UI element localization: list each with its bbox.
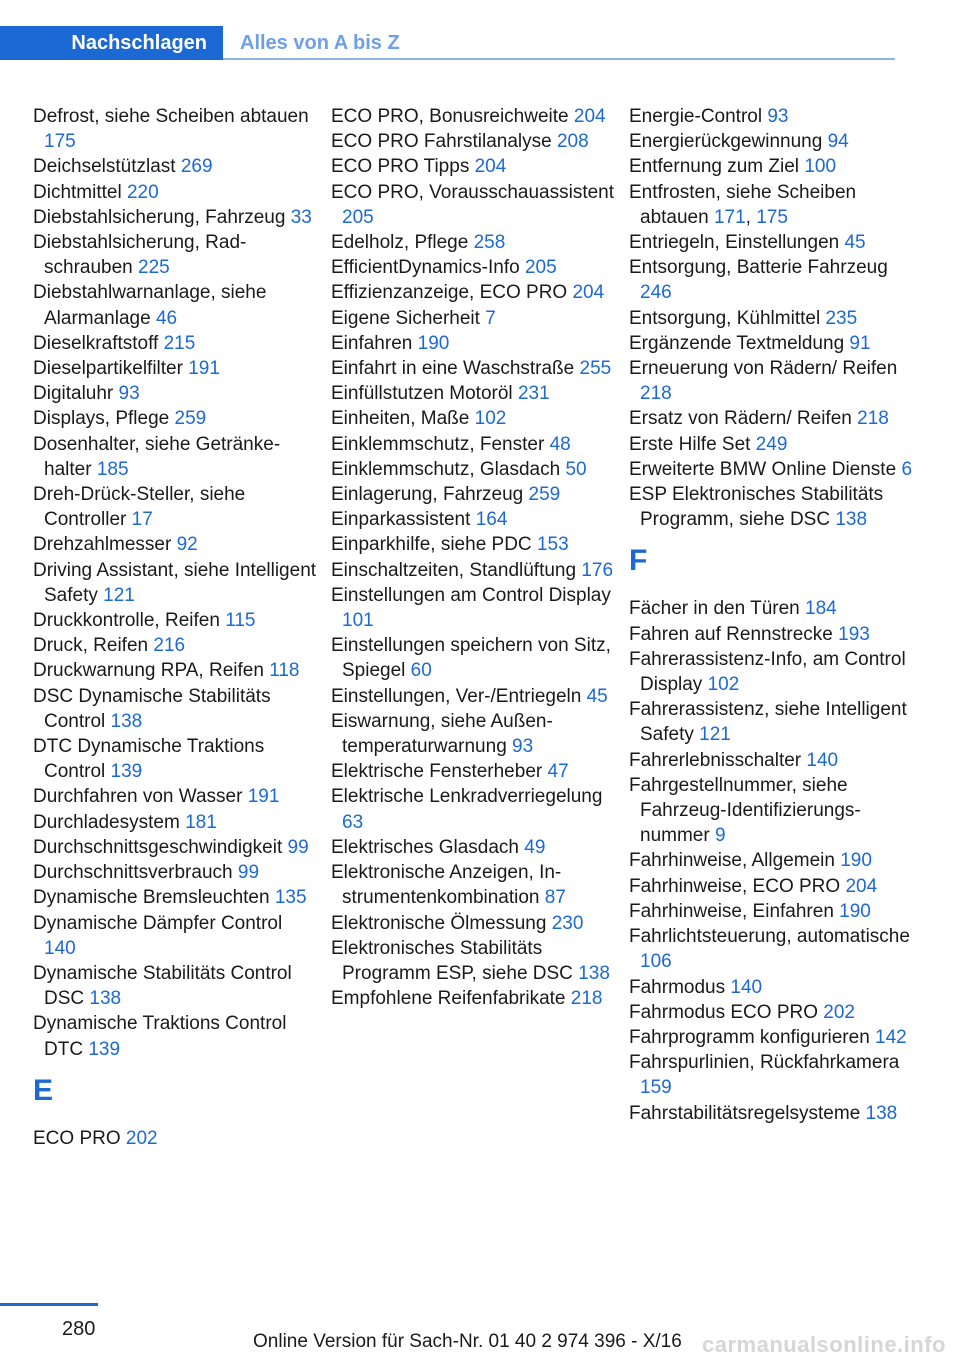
index-page-link[interactable]: 121 (103, 584, 135, 606)
index-entry-term: Dynamische Dämpfer Control (33, 912, 283, 934)
index-entry-term: Druck, Reifen (33, 635, 149, 657)
index-page-link[interactable]: 142 (875, 1026, 907, 1048)
index-entry-term: Fahrspurlinien, Rückfahrkamera (629, 1052, 900, 1074)
index-page-link[interactable]: 115 (225, 610, 256, 632)
index-entry (629, 230, 914, 255)
index-entry (331, 911, 616, 936)
index-page-link[interactable]: 138 (865, 1102, 898, 1124)
index-entry (331, 129, 616, 154)
index-page-link[interactable]: 140 (44, 937, 76, 959)
index-letter-heading: F (629, 544, 648, 578)
index-entry-term: Eigene Sicherheit (331, 307, 480, 329)
index-entry (331, 684, 616, 709)
index-entry-term: Drehzahlmesser (33, 534, 172, 556)
index-entry (33, 784, 318, 809)
index-page-link[interactable]: 99 (287, 836, 309, 858)
index-entry-term: ECO PRO Fahrstilanalyse (331, 131, 552, 153)
index-page-link[interactable]: 138 (89, 988, 122, 1010)
index-entry (331, 860, 616, 910)
index-page-link[interactable]: 101 (342, 610, 374, 632)
index-entry (331, 154, 616, 179)
index-entry-term: Ersatz von Rädern/ Reifen (629, 408, 852, 430)
index-entry (33, 532, 318, 557)
index-entry (33, 810, 318, 835)
index-entry-term: Durchfahren von Wasser (33, 786, 243, 808)
index-entry (629, 482, 914, 532)
index-page-link[interactable]: 176 (581, 559, 614, 581)
index-page-link[interactable]: 230 (551, 912, 584, 934)
index-entry-term: DSC Dynamische Stabilitäts Control (33, 685, 271, 732)
index-page-link[interactable]: 202 (125, 1127, 158, 1149)
index-page-link[interactable]: 93 (767, 106, 789, 127)
index-entry-term: ECO PRO, Bonusreichweite (331, 106, 569, 127)
index-entry (33, 1011, 318, 1061)
index-page-link[interactable]: 46 (155, 307, 178, 329)
index-entry-term: Fahrerlebnisschalter (629, 749, 802, 771)
index-page-link[interactable]: 106 (640, 951, 672, 973)
index-entry (331, 532, 616, 557)
index-entry-term: Deichselstützlast (33, 156, 176, 178)
index-page-link[interactable]: 159 (640, 1077, 672, 1099)
index-page-link[interactable]: 249 (755, 433, 788, 455)
index-entry (331, 432, 616, 457)
index-entry (629, 647, 914, 697)
header-rule (223, 58, 895, 60)
index-entry-term: Elektrische Lenkradverriegelung (331, 786, 603, 808)
index-entry (629, 356, 914, 406)
index-entry-term: Durchladesystem (33, 811, 180, 833)
index-page-link[interactable]: 181 (185, 811, 217, 833)
index-entry-term: DTC Dynamische Traktions Control (33, 736, 265, 783)
index-entry (33, 885, 318, 910)
index-page-link[interactable]: 17 (131, 509, 153, 531)
index-page-link[interactable]: 171 (713, 206, 746, 228)
index-entry-term: Einparkhilfe, siehe PDC (331, 534, 532, 556)
index-entry (629, 697, 914, 747)
index-entry (33, 860, 318, 885)
index-entry (629, 331, 914, 356)
index-entry-term: Elektronische Anzeigen, Instrumentenkombination (331, 862, 562, 909)
index-entry-term: ESP Elektronisches Stabilitäts Programm, siehe DSC (629, 484, 884, 531)
index-page-link[interactable]: 99 (237, 862, 260, 884)
index-entry-term: Diebstahlwarnanlage, siehe Alarmanlage (33, 282, 267, 329)
index-page-link[interactable]: 225 (138, 257, 170, 279)
index-entry-term: Entfrosten, siehe Scheiben abtauen (629, 181, 857, 228)
index-entry (33, 482, 318, 532)
index-entry-term: Einparkassistent (331, 509, 471, 531)
index-entry-term: Fahrprogramm konfigurieren (629, 1026, 870, 1048)
index-entry-term: Defrost, siehe Scheiben abtauen (33, 106, 309, 127)
index-entry-term: Durchschnittsgeschwindigkeit (33, 836, 283, 858)
index-page-link[interactable]: 33 (290, 206, 312, 228)
index-page-link[interactable]: 235 (825, 307, 858, 329)
index-page-link[interactable]: 202 (823, 1001, 855, 1023)
index-page-link[interactable]: 45 (586, 685, 608, 707)
index-page-link[interactable]: 9 (714, 825, 726, 847)
index-entry (33, 356, 318, 381)
index-page-link[interactable]: 191 (247, 786, 280, 808)
index-entry (629, 622, 914, 647)
index-entry (331, 280, 616, 305)
index-page-link[interactable]: 93 (118, 383, 140, 405)
index-entry-term: Erneuerung von Rädern/ Reifen (629, 358, 898, 380)
index-entry (331, 406, 616, 431)
index-page-link[interactable]: 92 (176, 534, 198, 556)
index-entry-term: Entfernung zum Ziel (629, 156, 800, 178)
index-entry (331, 180, 616, 230)
index-page-link[interactable]: 50 (565, 458, 587, 480)
index-entry (331, 230, 616, 255)
index-page-link[interactable]: 208 (556, 131, 589, 153)
index-page-link[interactable]: 191 (188, 358, 220, 380)
index-entry-term: ECO PRO, Vorausschauassistent (331, 181, 615, 203)
index-entry (629, 924, 914, 974)
index-page-link[interactable]: 135 (274, 887, 307, 909)
index-page-link[interactable]: 204 (573, 106, 606, 127)
index-entry-term: Energie-Control (629, 106, 763, 127)
index-entry (331, 381, 616, 406)
index-entry (331, 583, 616, 633)
index-page-link[interactable]: 87 (544, 887, 566, 909)
index-entry-term: Einfüllstutzen Motoröl (331, 383, 513, 405)
index-entry-term: Displays, Pflege (33, 408, 170, 430)
watermark: carmanualsonline.info (702, 1332, 946, 1357)
index-entry (331, 482, 616, 507)
index-page-link[interactable]: 218 (570, 988, 603, 1010)
index-entry (629, 773, 914, 849)
index-entry (629, 874, 914, 899)
index-page-link[interactable]: 190 (417, 332, 450, 354)
index-entry-term: Dreh-Drück-Steller, siehe Controller (33, 484, 246, 531)
index-entry (331, 784, 616, 834)
index-entry-term: Driving Assistant, siehe Intelligent Safety (33, 559, 317, 606)
index-page-link[interactable]: 93 (512, 736, 534, 758)
index-entry-term: Dieselpartikelfilter (33, 358, 183, 380)
index-entry-term: Elektronische Ölmessung (331, 912, 547, 934)
index-page-link[interactable]: 220 (126, 181, 159, 203)
index-page-link[interactable]: 138 (110, 710, 143, 732)
index-entry (629, 457, 914, 482)
index-page-link[interactable]: 190 (840, 850, 872, 872)
index-entry (331, 331, 616, 356)
index-entry-term: Einfahrt in eine Waschstraße (331, 358, 575, 380)
index-entry (33, 1126, 318, 1151)
index-entry-term: Fahrmodus ECO PRO (629, 1001, 818, 1023)
index-entry (33, 658, 318, 683)
index-entry (629, 1000, 914, 1025)
index-page-link[interactable]: 218 (640, 383, 672, 405)
index-entry (331, 356, 616, 381)
index-entry (33, 608, 318, 633)
index-page-link[interactable]: 246 (640, 282, 672, 304)
index-page-link[interactable]: 47 (547, 761, 569, 783)
index-entry-term: Fahrerassistenz-Info, am Control Display (629, 648, 906, 696)
index-page-link[interactable]: 63 (342, 811, 364, 833)
page-header (0, 26, 895, 62)
index-entry-term: Fahrgestellnummer, siehe Fahrzeug-Identifizierungsnummer (629, 774, 861, 847)
index-entry-term: Durchschnittsverbrauch (33, 862, 233, 884)
index-page-link[interactable]: 185 (96, 458, 129, 480)
index-entry (33, 154, 318, 179)
index-page-link[interactable]: 100 (804, 156, 837, 178)
index-entry-term: Diebstahlsicherung, Fahrzeug (33, 206, 286, 228)
index-entry-term: Diebstahlsicherung, Radschrauben (33, 232, 247, 279)
index-page-link[interactable]: 102 (474, 408, 507, 430)
index-page-link[interactable]: 218 (857, 408, 889, 430)
index-entry-term: Einlagerung, Fahrzeug (331, 484, 524, 506)
index-page-link[interactable]: 205 (524, 257, 557, 279)
index-entry (629, 899, 914, 924)
index-page-link[interactable]: 164 (475, 509, 508, 531)
index-entry-term: Entsorgung, Kühlmittel (629, 307, 821, 329)
index-entry (629, 306, 914, 331)
index-entry (331, 558, 616, 583)
index-page-link[interactable]: 138 (578, 962, 610, 984)
index-entry (629, 748, 914, 773)
index-entry (629, 255, 914, 305)
index-page-link[interactable]: 140 (730, 976, 763, 998)
index-entry-term: Fächer in den Türen (629, 598, 800, 620)
index-page-link[interactable]: 255 (579, 358, 612, 380)
index-page-link[interactable]: 102 (707, 674, 740, 696)
index-entry-term: Dynamische Stabilitäts Control DSC (33, 962, 292, 1010)
index-entry-term: Fahrlichtsteuerung, automatische (629, 926, 910, 948)
page-number: 280 (62, 1318, 96, 1340)
index-page-link[interactable]: 94 (827, 131, 849, 153)
index-entry-term: Dynamische Traktions Control DTC (33, 1013, 287, 1060)
index-entry-term: Dichtmittel (33, 181, 122, 203)
index-column-3 (629, 104, 914, 1126)
index-entry (33, 558, 318, 608)
index-entry-term: ECO PRO (33, 1127, 121, 1149)
index-page-link[interactable]: 190 (839, 900, 871, 922)
index-entry-term: Einklemmschutz, Fenster (331, 433, 545, 455)
index-entry-term: Entsorgung, Batterie Fahrzeug (629, 257, 888, 279)
index-entry (33, 684, 318, 734)
index-entry-term: Elektrisches Glasdach (331, 836, 519, 858)
index-entry-term: Einstellungen speichern von Sitz, Spiegel (331, 635, 611, 682)
index-page-link[interactable]: 204 (474, 156, 507, 178)
index-page-link[interactable]: 175 (44, 131, 76, 153)
index-page-link[interactable]: 204 (572, 282, 605, 304)
index-entry-term: Fahrhinweise, Allgemein (629, 850, 835, 872)
index-entry (331, 709, 616, 759)
index-entry-term: Entriegeln, Einstellungen (629, 232, 840, 254)
index-page-link[interactable]: 259 (528, 484, 561, 506)
index-entry (331, 633, 616, 683)
index-entry (331, 507, 616, 532)
index-entry (629, 975, 914, 1000)
index-entry-term: Dynamische Bremsleuchten (33, 887, 270, 909)
index-page-link[interactable]: 60 (410, 660, 432, 682)
index-entry-term: ECO PRO Tipps (331, 156, 470, 178)
index-entry (331, 306, 616, 331)
index-entry-term: Eiswarnung, siehe Außentemperaturwarnung (331, 710, 553, 758)
index-entry (33, 432, 318, 482)
index-entry (33, 734, 318, 784)
index-entry (33, 180, 318, 205)
index-page-link[interactable]: 91 (849, 332, 871, 354)
index-page-link[interactable]: 269 (180, 156, 213, 178)
index-entry (629, 848, 914, 873)
index-entry-term: Einstellungen am Control Display (331, 584, 611, 606)
index-entry-term: Fahrerassistenz, siehe Intelligent Safety (629, 699, 907, 746)
index-entry-term: Einstellungen, Ver-/Entriegeln (331, 685, 582, 707)
index-entry (331, 986, 616, 1011)
index-entry (331, 457, 616, 482)
index-entry (629, 1101, 914, 1126)
index-page-link[interactable]: 193 (838, 623, 870, 645)
index-entry-term: Fahrmodus (629, 976, 726, 998)
index-entry-term: Erste Hilfe Set (629, 433, 751, 455)
index-entry-term: Einklemmschutz, Glasdach (331, 458, 561, 480)
index-entry (629, 104, 914, 129)
index-page-link[interactable]: 138 (835, 509, 868, 531)
index-page-link[interactable]: 121 (699, 724, 731, 746)
index-column-1 (33, 104, 318, 1151)
index-entry (331, 936, 616, 986)
index-entry-term: Digitaluhr (33, 383, 114, 405)
index-entry-term: Dosenhalter, siehe Getränkehalter (33, 433, 281, 480)
index-page-link[interactable]: 6 (901, 458, 913, 480)
index-entry-term: Effizienzanzeige, ECO PRO (331, 282, 568, 304)
index-entry (629, 1025, 914, 1050)
index-entry (33, 961, 318, 1011)
index-entry (33, 230, 318, 280)
index-entry (629, 129, 914, 154)
index-entry-term: Fahrstabilitätsregelsysteme (629, 1102, 861, 1124)
index-page-link[interactable]: 48 (549, 433, 571, 455)
tab-nachschlagen[interactable]: Nachschlagen (0, 26, 223, 60)
index-page-link[interactable]: 215 (163, 332, 196, 354)
index-entry-term: Erweiterte BMW Online Dienste (629, 458, 897, 480)
index-entry-term: Fahrhinweise, Einfahren (629, 900, 834, 922)
index-entry (629, 596, 914, 621)
index-column-2 (331, 104, 616, 1011)
index-page-link[interactable]: 258 (473, 232, 506, 254)
index-page-link[interactable]: 139 (110, 761, 143, 783)
index-entry-term: Einheiten, Maße (331, 408, 470, 430)
index-page-link[interactable]: 118 (269, 660, 300, 682)
index-entry (33, 835, 318, 860)
index-entry (33, 633, 318, 658)
index-entry (33, 280, 318, 330)
index-entry (331, 104, 616, 129)
index-entry-term: Einschaltzeiten, Standlüftung (331, 559, 577, 581)
index-page-link[interactable]: 153 (536, 534, 569, 556)
index-entry (33, 406, 318, 431)
footer-rule (0, 1303, 98, 1306)
index-entry (33, 331, 318, 356)
index-entry (33, 104, 318, 154)
index-page-link[interactable]: 175 (756, 206, 788, 228)
index-entry (629, 1050, 914, 1100)
index-page-link[interactable]: 184 (805, 598, 837, 620)
index-page-link[interactable]: 205 (342, 206, 374, 228)
index-entry (33, 911, 318, 961)
index-entry-term: Fahren auf Rennstrecke (629, 623, 833, 645)
index-entry-term: Einfahren (331, 332, 413, 354)
index-letter-heading: E (33, 1073, 54, 1107)
index-entry-term: EfficientDynamics-Info (331, 257, 520, 279)
index-entry (331, 255, 616, 280)
index-page-link[interactable]: 49 (524, 836, 546, 858)
index-page-link[interactable]: 231 (517, 383, 550, 405)
index-entry: Entfrosten, siehe Scheiben abtauen 171, 175 (629, 181, 857, 228)
tab-alles-von-a-bis-z[interactable]: Alles von A bis Z (240, 31, 400, 54)
index-entry (629, 154, 914, 179)
index-page-link[interactable]: 140 (806, 749, 839, 771)
index-entry-term: Druckwarnung RPA, Reifen (33, 660, 264, 682)
index-page-link[interactable]: 216 (153, 635, 186, 657)
index-entry-term: Elektrische Fensterheber (331, 761, 543, 783)
index-entry (629, 406, 914, 431)
index-page-link[interactable]: 139 (88, 1038, 121, 1060)
index-entry (331, 759, 616, 784)
footer-version-text: Online Version für Sach-Nr. 01 40 2 974 396 - X/16 (253, 1331, 682, 1352)
index-entry-term: Druckkontrolle, Reifen (33, 610, 220, 632)
index-page-link[interactable]: 259 (174, 408, 207, 430)
index-entry-term: Fahrhinweise, ECO PRO (629, 875, 841, 897)
index-entry-term: Elektronisches Stabilitäts Programm ESP, siehe DSC (331, 937, 573, 984)
index-page-link[interactable]: 7 (485, 307, 496, 329)
index-page-link[interactable]: 204 (845, 875, 878, 897)
index-entry-term: Dieselkraftstoff (33, 332, 159, 354)
index-page-link[interactable]: 45 (844, 232, 866, 254)
index-entry-term: Empfohlene Reifenfabrikate (331, 988, 566, 1010)
index-entry-term: Edelholz, Pflege (331, 232, 469, 254)
index-entry (33, 381, 318, 406)
index-entry-term: Energierückgewinnung (629, 131, 823, 153)
index-entry (629, 432, 914, 457)
index-entry (331, 835, 616, 860)
index-entry-term: Ergänzende Textmeldung (629, 332, 845, 354)
index-entry (33, 205, 318, 230)
